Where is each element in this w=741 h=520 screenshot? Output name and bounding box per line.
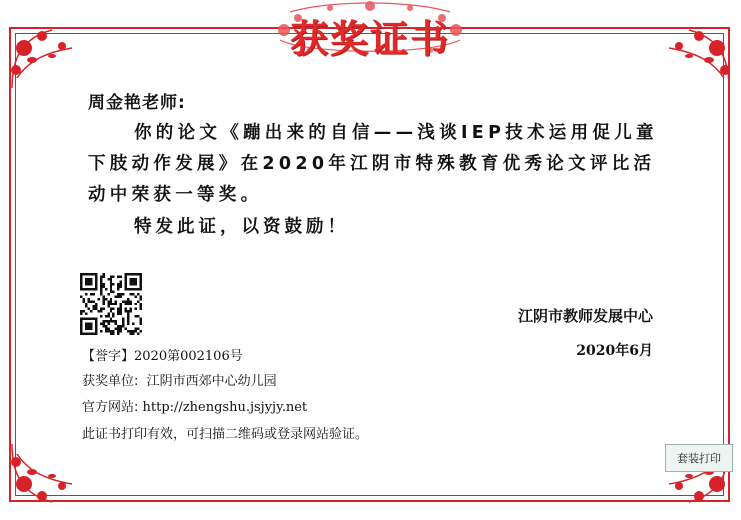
issuer-name: 江阴市教师发展中心 <box>517 307 653 325</box>
encouragement-text: 特发此证，以资鼓励！ <box>134 217 349 237</box>
floral-corner-ornament <box>2 18 92 98</box>
qr-code[interactable] <box>80 273 142 335</box>
floral-corner-ornament <box>2 434 92 514</box>
website-link[interactable]: http://zhengshu.jsjyjy.net <box>142 400 308 415</box>
verification-notice: 此证书打印有效，可扫描二维码或登录网站验证。 <box>82 427 369 442</box>
print-button[interactable]: 套装打印 <box>665 444 733 472</box>
award-description-text: 你的论文《蹦出来的自信——浅谈IEP技术运用促儿童下肢动作发展》在2020年江阴市特殊教育优秀论文评比活动中荣获一等奖。 <box>88 123 658 205</box>
issue-date: 2020年6月 <box>576 343 653 359</box>
certificate-number: 【誉字】2020第002106号 <box>82 349 243 364</box>
website-line <box>82 396 307 415</box>
website-label: 官方网站: <box>82 400 139 415</box>
recipient-name: 周金艳老师: <box>88 93 186 113</box>
award-unit-label: 获奖单位: <box>82 374 139 389</box>
certificate-title: 获奖证书 <box>289 16 450 61</box>
award-description <box>88 118 658 211</box>
award-unit-value: 江阴市西郊中心幼儿园 <box>146 374 277 389</box>
award-unit-line <box>82 370 277 389</box>
floral-corner-ornament <box>649 18 739 98</box>
